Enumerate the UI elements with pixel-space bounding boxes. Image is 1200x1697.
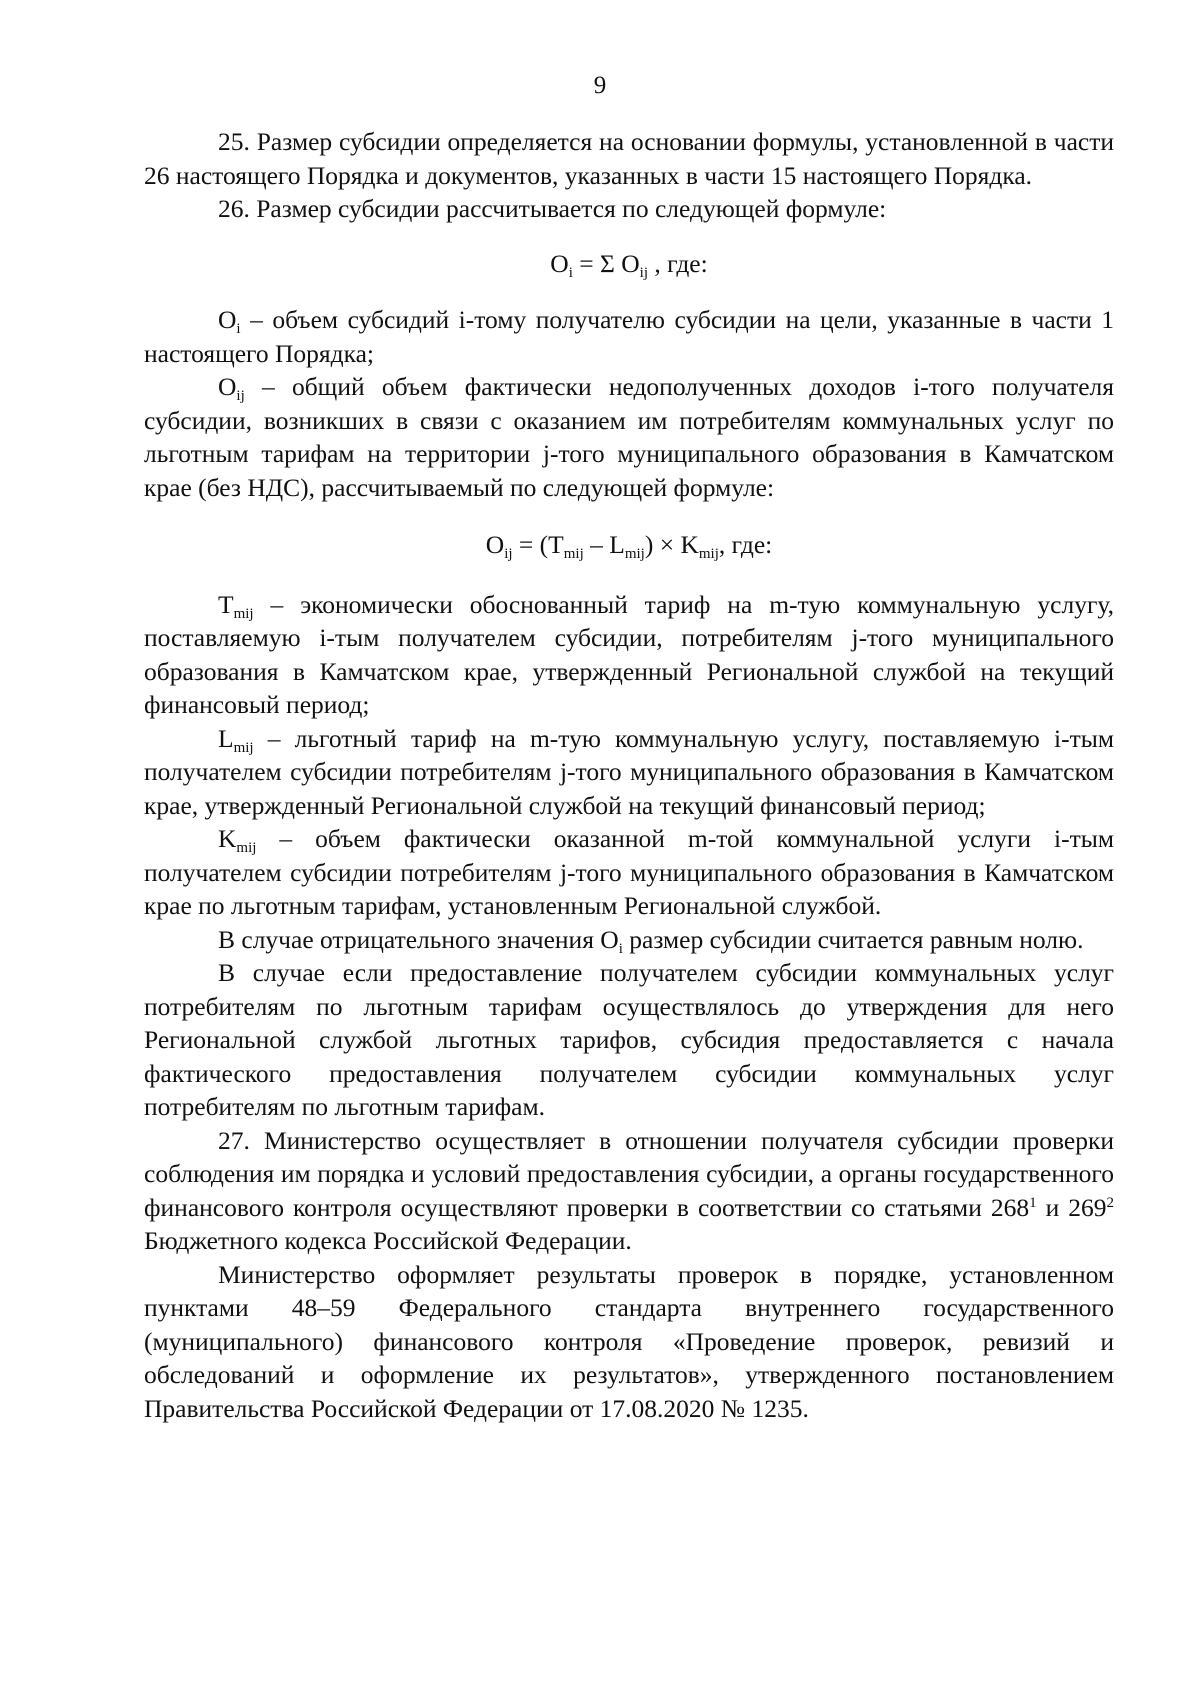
definition-lmij: $L_{mij}$ – льготный тариф на m-тую коммунальную услугу, поставляемую i-тым получателем субсидии потребителям j-того муниципального образования в Камчатском крае, утвержденный Региональной службой на текущий финансовый период; [144, 723, 1114, 820]
paragraph-ministry-results: Министерство оформляет результаты проверок в порядке, установленном пунктами 48–59 Федерального стандарта внутреннего государственного (муниципального) финансового контроля «Проведение проверок, ревизий и обследований и оформление их результатов», утвержденного постановлением Правительства Российской Федерации от 17.08.2020 № 1235. [144, 1259, 1114, 1423]
formula-oij: $O_{ij} = (T_{mij} - L_{mij}) \times K_{mij}$, где: [485, 530, 773, 562]
definition-oi: $O_i$ – объем субсидий i-тому получателю субсидии на цели, указанные в части 1 настоящего Порядка; [144, 305, 1114, 368]
definition-tmij: $T_{mij}$ – экономически обоснованный тариф на m-тую коммунальную услугу, поставляемую i-тым получателем субсидии, потребителям j-того муниципального образования в Камчатском крае, утвержденный Региональной службой на текущий финансовый период; [144, 589, 1114, 719]
document-body [144, 125, 1114, 1425]
paragraph-negative-value: В случае отрицательного значения $O_i$ размер субсидии считается равным нолю. [218, 924, 1084, 957]
paragraph-26: 26. Размер субсидии рассчитывается по следующей формуле: [218, 194, 887, 223]
page-number: 9 [593, 72, 607, 99]
paragraph-25: 25. Размер субсидии определяется на основании формулы, установленной в части 26 настоящего Порядка и документов, указанных в части 15 настоящего Порядка. [144, 127, 1114, 190]
formula-total-subsidy: $O_i = \Sigma$ $O_{ij}$ , где: [550, 248, 708, 281]
paragraph-27: 27. Министерство осуществляет в отношении получателя субсидии проверки соблюдения им порядка и условий предоставления субсидии, а органы государственного финансового контроля осуществляют проверки в соответствии со статьями $268^1$ и $269^2$ Бюджетного кодекса Российской Федерации. [144, 1125, 1114, 1255]
paragraph-preferential-tariffs: В случае если предоставление получателем субсидии коммунальных услуг потребителям по льготным тарифам осуществлялось до утверждения для него Региональной службой льготных тарифов, субсидия предоставляется с начала фактического предоставления получателем субсидии коммунальных услуг потребителям по льготным тарифам. [144, 958, 1114, 1121]
definition-kmij: $K_{mij}$ – объем фактически оказанной m-той коммунальной услуги i-тым получателем субсидии потребителям j-того муниципального образования в Камчатском крае по льготным тарифам, установленным Региональной службой. [144, 824, 1114, 920]
definition-oij: $O_{ij}$ – общий объем фактически недополученных доходов i-того получателя субсидии, возникших в связи с оказанием им потребителям коммунальных услуг по льготным тарифам на территории j-того муниципального образования в Камчатском крае (без НДС), рассчитываемый по следующей формуле: [144, 372, 1114, 502]
